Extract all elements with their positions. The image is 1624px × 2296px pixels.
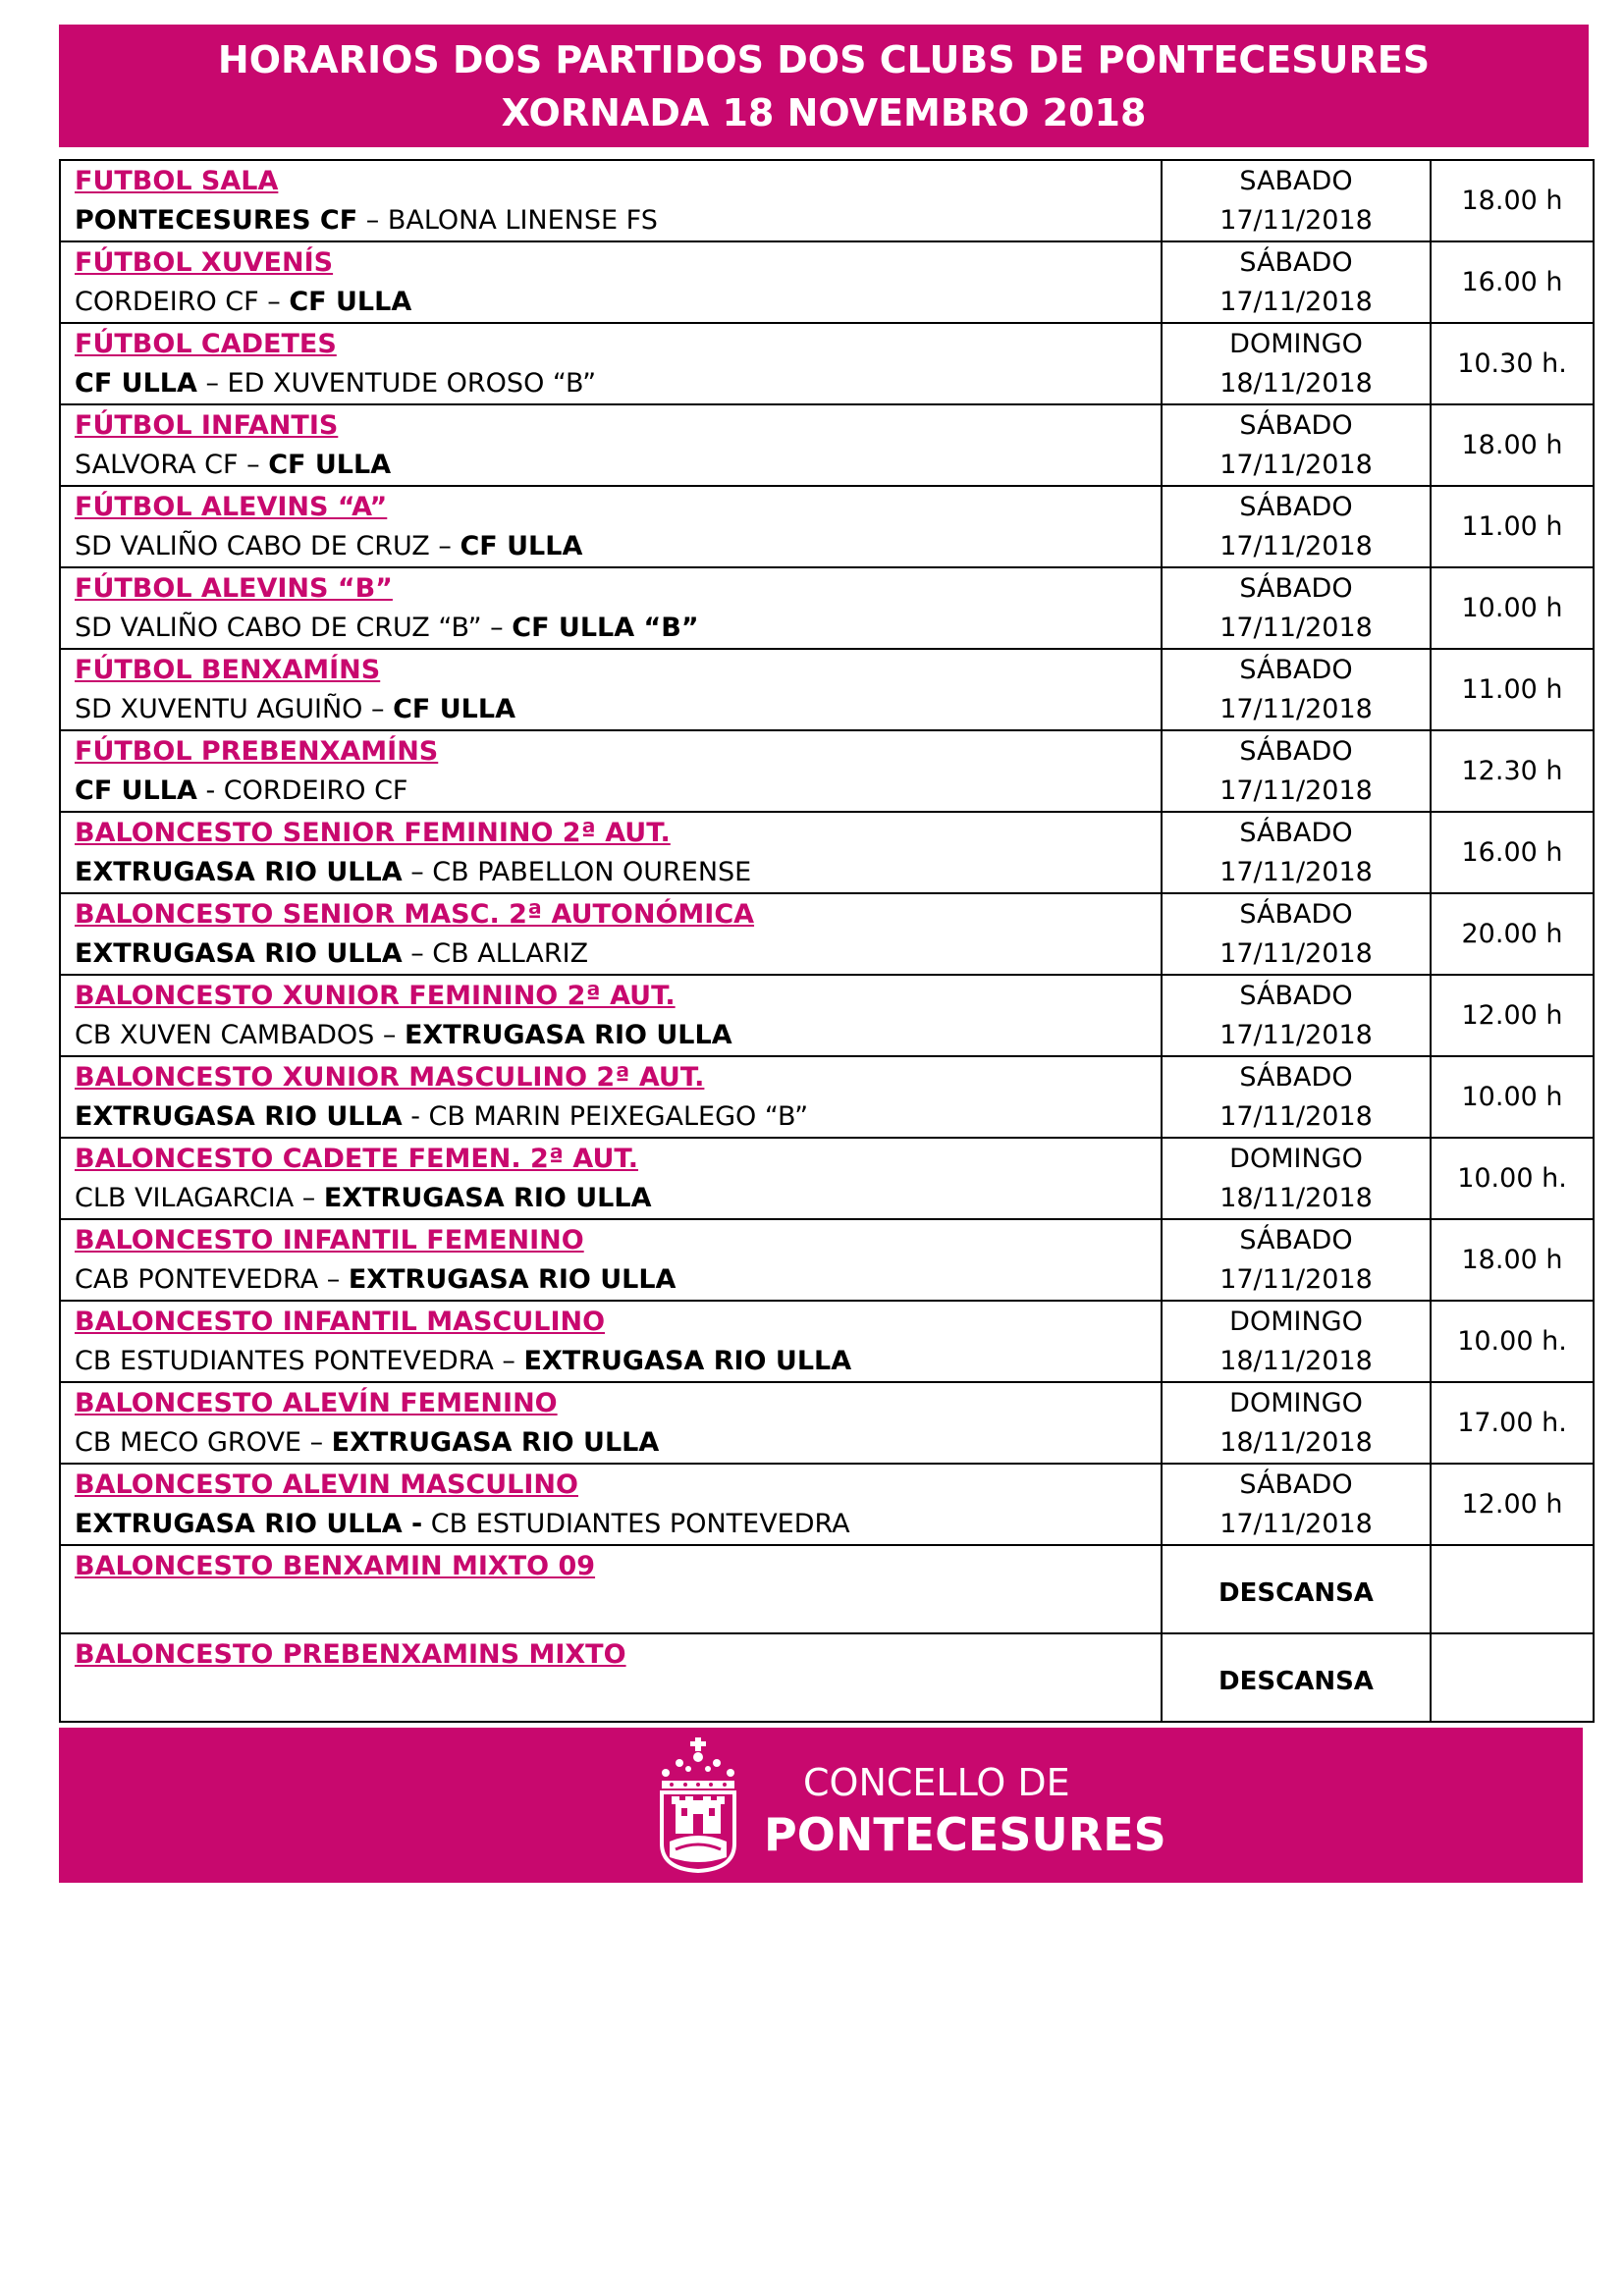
team-text: – BALONA LINENSE FS xyxy=(357,205,658,236)
match-day: DOMINGO xyxy=(1229,329,1363,359)
date-cell xyxy=(1162,1138,1431,1219)
match-day: DOMINGO xyxy=(1229,1307,1363,1337)
match-cell xyxy=(60,649,1162,730)
date-cell xyxy=(1162,1382,1431,1464)
team-text: – CB PABELLON OURENSE xyxy=(402,857,752,887)
table-row xyxy=(60,1138,1594,1219)
match-day: SÁBADO xyxy=(1239,899,1353,930)
match-date: 17/11/2018 xyxy=(1219,1509,1373,1539)
match-day: SÁBADO xyxy=(1239,492,1353,522)
table-row xyxy=(60,649,1594,730)
match-cell xyxy=(60,1301,1162,1382)
match-teams xyxy=(75,1097,1161,1137)
team-highlight: CF ULLA xyxy=(75,368,197,399)
team-highlight: EXTRUGASA RIO ULLA xyxy=(75,938,403,969)
match-date: 17/11/2018 xyxy=(1219,205,1373,236)
team-highlight: CF ULLA “B” xyxy=(512,613,699,643)
match-day: SÁBADO xyxy=(1239,410,1353,441)
table-row xyxy=(60,323,1594,404)
match-teams xyxy=(75,1260,1161,1300)
category-link[interactable]: BALONCESTO BENXAMIN MIXTO 09 xyxy=(75,1551,596,1581)
match-teams xyxy=(75,934,1161,974)
category-link[interactable]: FÚTBOL ALEVINS “B” xyxy=(75,573,393,604)
match-cell xyxy=(60,1056,1162,1138)
match-time: 16.00 h xyxy=(1431,812,1594,893)
match-teams xyxy=(75,283,1161,322)
team-highlight: EXTRUGASA RIO ULLA xyxy=(323,1183,652,1213)
match-cell xyxy=(60,1382,1162,1464)
match-time: 11.00 h xyxy=(1431,486,1594,567)
footer-council-name: PONTECESURES xyxy=(764,1808,1166,1861)
match-date: 17/11/2018 xyxy=(1219,450,1373,480)
team-text: CB MECO GROVE – xyxy=(75,1427,332,1458)
match-day: SABADO xyxy=(1239,166,1353,196)
match-cell xyxy=(60,730,1162,812)
match-teams xyxy=(75,364,1161,403)
date-cell xyxy=(1162,567,1431,649)
team-text: SD VALIÑO CABO DE CRUZ “B” – xyxy=(75,613,513,643)
table-row xyxy=(60,1382,1594,1464)
match-teams xyxy=(75,446,1161,485)
table-row xyxy=(60,1219,1594,1301)
date-cell xyxy=(1162,1545,1431,1633)
match-date: 18/11/2018 xyxy=(1219,368,1373,399)
table-row xyxy=(60,1056,1594,1138)
team-highlight: EXTRUGASA RIO ULLA xyxy=(404,1020,732,1050)
rest-label: DESCANSA xyxy=(1218,1667,1374,1696)
match-cell xyxy=(60,567,1162,649)
match-teams xyxy=(75,527,1161,566)
team-text: CB ESTUDIANTES PONTEVEDRA xyxy=(422,1509,850,1539)
team-text: – ED XUVENTUDE OROSO “B” xyxy=(196,368,597,399)
date-cell xyxy=(1162,1633,1431,1722)
match-cell xyxy=(60,160,1162,241)
team-highlight: EXTRUGASA RIO ULLA xyxy=(75,1101,403,1132)
match-date: 18/11/2018 xyxy=(1219,1427,1373,1458)
match-time: 18.00 h xyxy=(1431,160,1594,241)
category-link[interactable]: BALONCESTO INFANTIL MASCULINO xyxy=(75,1307,606,1337)
date-cell xyxy=(1162,323,1431,404)
team-highlight: EXTRUGASA RIO ULLA xyxy=(331,1427,660,1458)
date-cell xyxy=(1162,730,1431,812)
match-date: 18/11/2018 xyxy=(1219,1183,1373,1213)
match-date: 17/11/2018 xyxy=(1219,857,1373,887)
team-text: CLB VILAGARCIA – xyxy=(75,1183,324,1213)
match-time: 10.30 h. xyxy=(1431,323,1594,404)
category-link[interactable]: FUTBOL SALA xyxy=(75,166,279,196)
match-time: 10.00 h. xyxy=(1431,1301,1594,1382)
match-teams xyxy=(75,1342,1161,1381)
table-row xyxy=(60,567,1594,649)
match-teams xyxy=(75,1423,1161,1463)
date-cell xyxy=(1162,649,1431,730)
match-day: DOMINGO xyxy=(1229,1388,1363,1418)
table-row xyxy=(60,241,1594,323)
team-highlight: EXTRUGASA RIO ULLA xyxy=(348,1264,677,1295)
table-row xyxy=(60,1301,1594,1382)
match-date: 17/11/2018 xyxy=(1219,613,1373,643)
match-date: 17/11/2018 xyxy=(1219,938,1373,969)
match-date: 17/11/2018 xyxy=(1219,1264,1373,1295)
team-text: CAB PONTEVEDRA – xyxy=(75,1264,349,1295)
team-text: SD VALIÑO CABO DE CRUZ – xyxy=(75,531,460,561)
date-cell xyxy=(1162,241,1431,323)
category-link[interactable]: BALONCESTO ALEVIN MASCULINO xyxy=(75,1469,578,1500)
match-time: 10.00 h. xyxy=(1431,1138,1594,1219)
match-time: 17.00 h. xyxy=(1431,1382,1594,1464)
category-link[interactable]: BALONCESTO ALEVÍN FEMENINO xyxy=(75,1388,558,1418)
date-cell xyxy=(1162,1219,1431,1301)
team-highlight: CF ULLA xyxy=(268,450,392,480)
match-time: 12.30 h xyxy=(1431,730,1594,812)
team-highlight: CF ULLA xyxy=(393,694,515,724)
match-time: 10.00 h xyxy=(1431,567,1594,649)
match-date: 17/11/2018 xyxy=(1219,775,1373,806)
match-day: SÁBADO xyxy=(1239,1062,1353,1093)
match-day: SÁBADO xyxy=(1239,818,1353,848)
match-time xyxy=(1431,1633,1594,1722)
page-subtitle: XORNADA 18 NOVEMBRO 2018 xyxy=(501,91,1147,134)
match-cell xyxy=(60,975,1162,1056)
match-time: 16.00 h xyxy=(1431,241,1594,323)
match-date: 17/11/2018 xyxy=(1219,1020,1373,1050)
team-text: - CB MARIN PEIXEGALEGO “B” xyxy=(402,1101,809,1132)
match-teams xyxy=(75,609,1161,648)
match-day: DOMINGO xyxy=(1229,1144,1363,1174)
match-day: SÁBADO xyxy=(1239,1225,1353,1255)
team-highlight: CF ULLA xyxy=(75,775,197,806)
match-time: 12.00 h xyxy=(1431,1464,1594,1545)
rest-label: DESCANSA xyxy=(1218,1578,1374,1608)
category-link[interactable]: FÚTBOL PREBENXAMÍNS xyxy=(75,736,439,767)
team-text: CORDEIRO CF – xyxy=(75,287,290,317)
match-day: SÁBADO xyxy=(1239,573,1353,604)
match-cell xyxy=(60,1464,1162,1545)
match-date: 18/11/2018 xyxy=(1219,1346,1373,1376)
match-time: 11.00 h xyxy=(1431,649,1594,730)
category-link[interactable]: FÚTBOL XUVENÍS xyxy=(75,247,334,278)
match-cell xyxy=(60,486,1162,567)
header-banner xyxy=(59,25,1589,147)
category-link[interactable]: BALONCESTO SENIOR MASC. 2ª AUTONÓMICA xyxy=(75,899,755,930)
municipal-crest-icon xyxy=(656,1735,740,1875)
match-teams xyxy=(75,1505,1161,1544)
match-cell xyxy=(60,812,1162,893)
team-highlight: CF ULLA xyxy=(460,531,583,561)
team-highlight: EXTRUGASA RIO ULLA xyxy=(75,857,403,887)
match-cell xyxy=(60,1545,1162,1633)
match-date: 17/11/2018 xyxy=(1219,531,1373,561)
category-link[interactable]: BALONCESTO SENIOR FEMININO 2ª AUT. xyxy=(75,818,671,848)
match-teams xyxy=(75,201,1161,240)
team-highlight: EXTRUGASA RIO ULLA - xyxy=(75,1509,423,1539)
category-link[interactable]: BALONCESTO INFANTIL FEMENINO xyxy=(75,1225,584,1255)
category-link[interactable]: FÚTBOL INFANTIS xyxy=(75,410,339,441)
date-cell xyxy=(1162,404,1431,486)
match-time: 20.00 h xyxy=(1431,893,1594,975)
match-time: 18.00 h xyxy=(1431,404,1594,486)
match-cell xyxy=(60,1219,1162,1301)
team-text: SALVORA CF – xyxy=(75,450,269,480)
footer-banner xyxy=(59,1728,1583,1883)
table-row xyxy=(60,812,1594,893)
category-link[interactable]: BALONCESTO XUNIOR FEMININO 2ª AUT. xyxy=(75,981,676,1011)
match-day: SÁBADO xyxy=(1239,247,1353,278)
category-link[interactable]: FÚTBOL ALEVINS “A” xyxy=(75,492,388,522)
match-cell xyxy=(60,323,1162,404)
category-link[interactable]: BALONCESTO XUNIOR MASCULINO 2ª AUT. xyxy=(75,1062,705,1093)
table-row xyxy=(60,1464,1594,1545)
date-cell xyxy=(1162,160,1431,241)
team-highlight: CF ULLA xyxy=(289,287,412,317)
table-row xyxy=(60,486,1594,567)
date-cell xyxy=(1162,893,1431,975)
team-highlight: PONTECESURES CF xyxy=(75,205,358,236)
match-time: 12.00 h xyxy=(1431,975,1594,1056)
match-teams xyxy=(75,1179,1161,1218)
match-time xyxy=(1431,1545,1594,1633)
match-time: 10.00 h xyxy=(1431,1056,1594,1138)
match-date: 17/11/2018 xyxy=(1219,694,1373,724)
table-row xyxy=(60,730,1594,812)
table-row xyxy=(60,404,1594,486)
date-cell xyxy=(1162,975,1431,1056)
team-text: - CORDEIRO CF xyxy=(196,775,408,806)
category-link[interactable]: BALONCESTO PREBENXAMINS MIXTO xyxy=(75,1639,626,1670)
category-link[interactable]: FÚTBOL CADETES xyxy=(75,329,337,359)
match-day: SÁBADO xyxy=(1239,1469,1353,1500)
schedule-table xyxy=(59,159,1595,1723)
table-row xyxy=(60,1545,1594,1633)
match-teams xyxy=(75,853,1161,892)
date-cell xyxy=(1162,1056,1431,1138)
match-date: 17/11/2018 xyxy=(1219,1101,1373,1132)
match-cell xyxy=(60,1633,1162,1722)
table-row xyxy=(60,160,1594,241)
match-day: SÁBADO xyxy=(1239,981,1353,1011)
match-cell xyxy=(60,241,1162,323)
match-time: 18.00 h xyxy=(1431,1219,1594,1301)
match-teams xyxy=(75,1016,1161,1055)
match-teams xyxy=(75,772,1161,811)
team-text: CB ESTUDIANTES PONTEVEDRA – xyxy=(75,1346,524,1376)
category-link[interactable]: FÚTBOL BENXAMÍNS xyxy=(75,655,381,685)
team-text: – CB ALLARIZ xyxy=(402,938,589,969)
match-day: SÁBADO xyxy=(1239,736,1353,767)
table-row xyxy=(60,1633,1594,1722)
category-link[interactable]: BALONCESTO CADETE FEMEN. 2ª AUT. xyxy=(75,1144,639,1174)
match-cell xyxy=(60,404,1162,486)
table-row xyxy=(60,975,1594,1056)
match-teams xyxy=(75,690,1161,729)
team-highlight: EXTRUGASA RIO ULLA xyxy=(523,1346,852,1376)
match-cell xyxy=(60,1138,1162,1219)
footer-council-label: CONCELLO DE xyxy=(803,1761,1070,1804)
table-row xyxy=(60,893,1594,975)
date-cell xyxy=(1162,812,1431,893)
date-cell xyxy=(1162,486,1431,567)
team-text: SD XUVENTU AGUIÑO – xyxy=(75,694,394,724)
match-date: 17/11/2018 xyxy=(1219,287,1373,317)
date-cell xyxy=(1162,1301,1431,1382)
match-cell xyxy=(60,893,1162,975)
match-day: SÁBADO xyxy=(1239,655,1353,685)
page-title: HORARIOS DOS PARTIDOS DOS CLUBS DE PONTECESURES xyxy=(217,38,1431,81)
date-cell xyxy=(1162,1464,1431,1545)
team-text: CB XUVEN CAMBADOS – xyxy=(75,1020,405,1050)
